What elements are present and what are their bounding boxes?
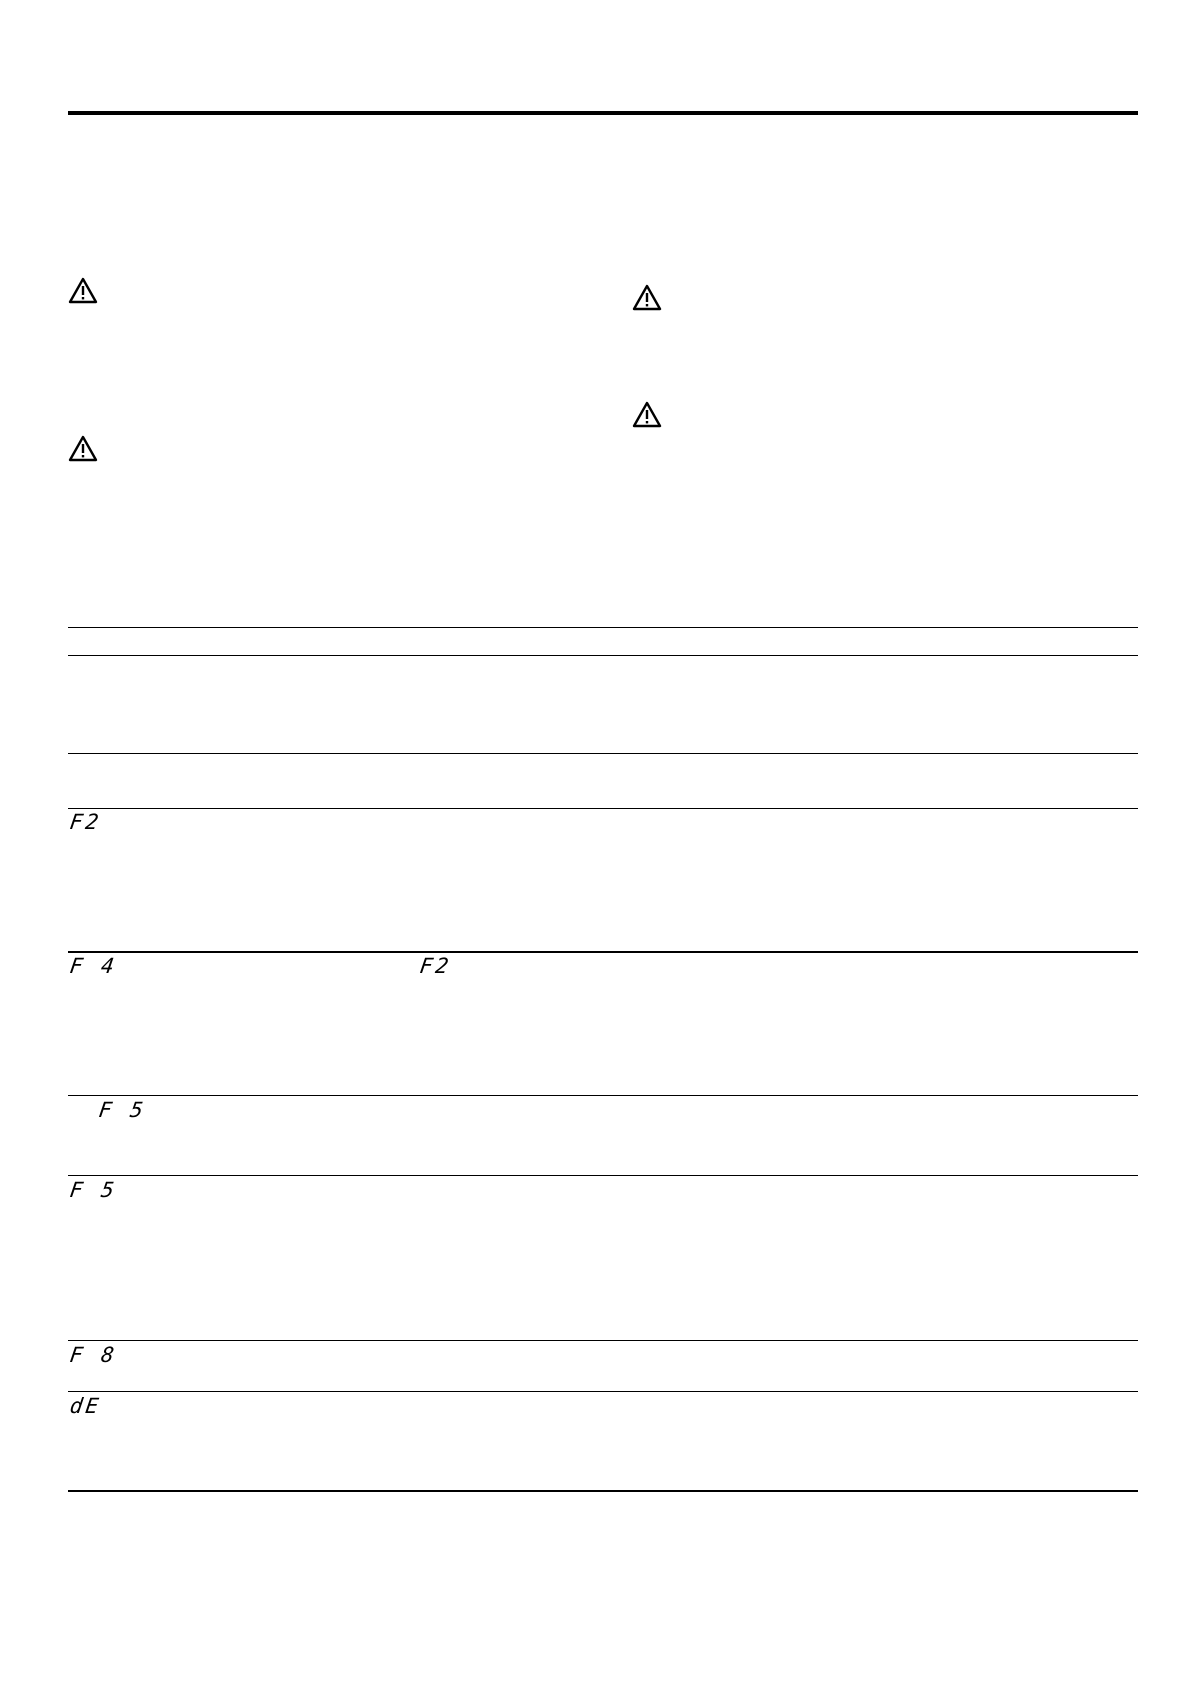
top-rule [68, 111, 1138, 115]
table-header-top-rule [68, 627, 1138, 628]
table-header-bottom-rule [68, 655, 1138, 656]
warning-triangle-icon [632, 284, 662, 311]
table-row-divider [68, 951, 1138, 953]
error-code-f4: F 4 [68, 954, 119, 978]
warning-triangle-icon [68, 435, 98, 462]
error-code-f2: F2 [68, 810, 103, 834]
table-row-divider [68, 1391, 1138, 1392]
table-row-divider [68, 753, 1138, 754]
error-code-f8: F 8 [68, 1343, 119, 1367]
table-row-divider [68, 808, 1138, 809]
error-code-de: dE [68, 1394, 103, 1418]
error-code-f2-reference: F2 [418, 954, 453, 978]
warning-triangle-icon [68, 277, 98, 304]
table-row-divider [68, 1175, 1138, 1176]
warning-triangle-icon [632, 401, 662, 428]
table-row-divider [68, 1340, 1138, 1341]
error-code-f5: F 5 [68, 1178, 119, 1202]
table-row-divider [68, 1095, 1138, 1096]
table-bottom-rule [68, 1490, 1138, 1492]
error-code-f5: F 5 [97, 1098, 148, 1122]
